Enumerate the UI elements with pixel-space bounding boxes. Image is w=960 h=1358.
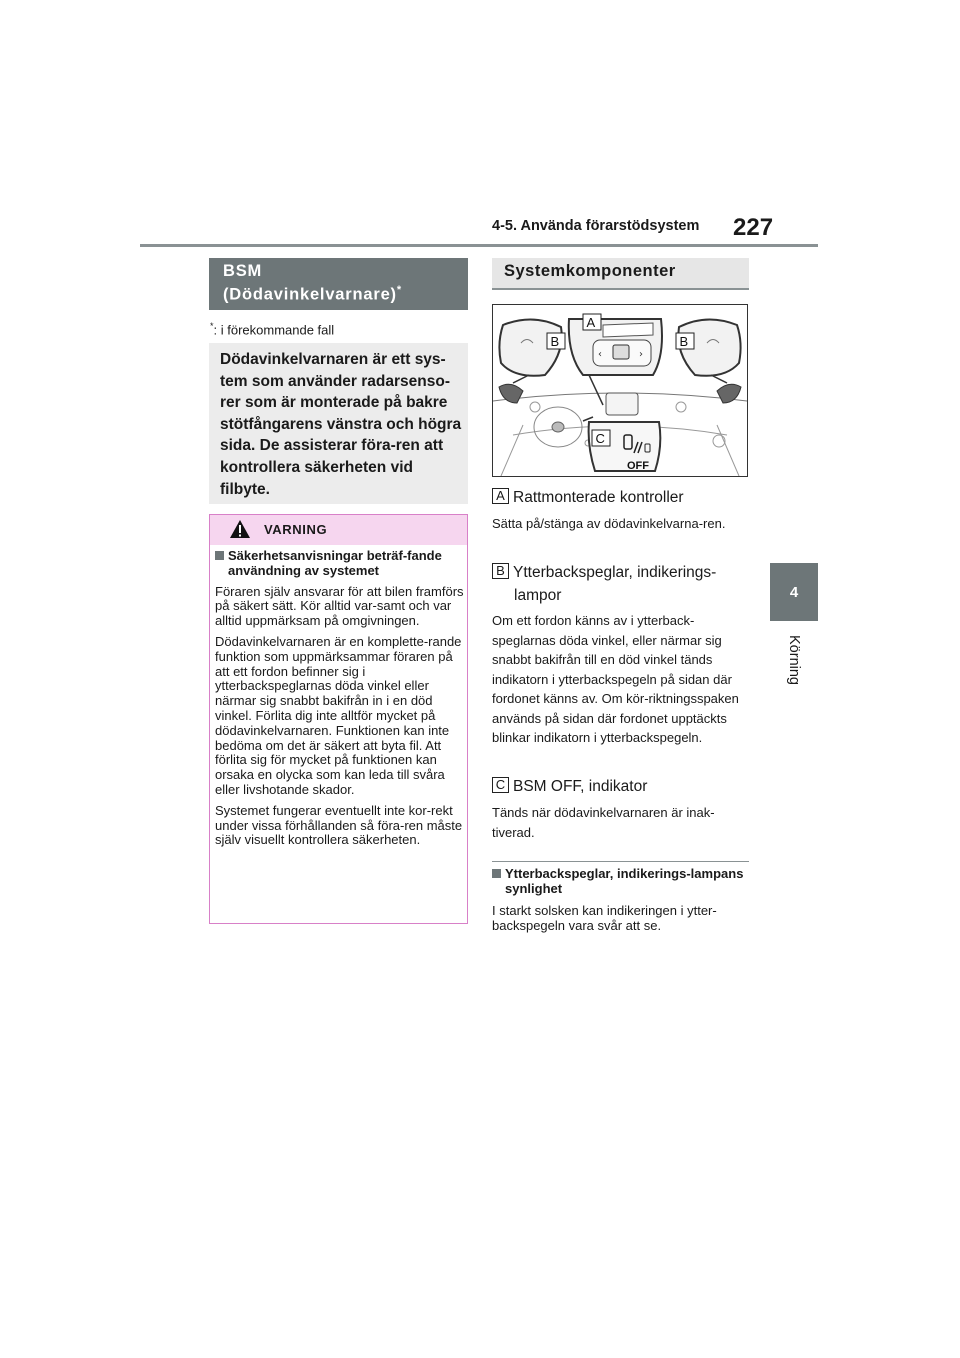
svg-text:›: › bbox=[639, 349, 643, 360]
note-text: I starkt solsken kan indikeringen i ytter-backspegeln vara svår att se. bbox=[492, 903, 717, 933]
components-heading-text: Systemkomponenter bbox=[504, 262, 676, 280]
figure-label-b-left: B bbox=[550, 334, 560, 349]
figure-label-b-right: B bbox=[679, 334, 689, 349]
warning-label: VARNING bbox=[264, 522, 328, 537]
figure-label-c: C bbox=[595, 431, 605, 446]
bsm-heading-line2-text: (Dödavinkelvarnare) bbox=[223, 285, 397, 304]
warning-paragraph: Dödavinkelvarnaren är en komplette-rande funktion som uppmärksammar föraren på att ett fordon befinner sig i ytterbackspeglarnas döda vinkel eller närmar sig snabbt bakifrån in i en död vinkel. Förlita dig inte alltför mycket på dödavinkelvarnaren. Funktionen kan inte bedöma om det är säkert att byta fil. Att förlita sig för mycket på funktionen kan orsaka en olycka som kan leda till svåra eller livshotande skador. bbox=[215, 633, 462, 797]
note-heading bbox=[492, 867, 748, 896]
component-a-desc: Sätta på/stänga av dödavinkelvarna-ren. bbox=[492, 516, 726, 531]
bsm-heading bbox=[209, 258, 468, 310]
note-heading-text: Ytterbackspeglar, indikerings-lampans synlighet bbox=[505, 866, 744, 896]
chapter-label-text: Körning bbox=[786, 635, 802, 685]
components-heading bbox=[492, 258, 749, 288]
warning-box bbox=[209, 514, 468, 924]
label-b-box: B bbox=[492, 563, 509, 579]
component-b-title-cont: lampor bbox=[514, 587, 562, 604]
chapter-tab: 4 bbox=[770, 563, 818, 621]
figure-off-label: OFF bbox=[627, 460, 649, 472]
component-a-title-text: Rattmonterade kontroller bbox=[513, 489, 684, 506]
square-bullet-icon bbox=[215, 551, 224, 560]
label-c-box: C bbox=[492, 777, 509, 793]
section-title: 4-5. Använda förarstödsystem bbox=[492, 218, 700, 234]
warning-header bbox=[210, 515, 467, 545]
warning-paragraph: Systemet fungerar eventuellt inte kor-rekt under vissa förhållanden så föra-ren måste själv visuellt kontrollera säkerheten. bbox=[215, 802, 463, 848]
svg-text:‹: ‹ bbox=[598, 349, 602, 360]
warning-heading-text: Säkerhetsanvisningar beträf-fande användning av systemet bbox=[228, 548, 442, 578]
bsm-heading-line1: BSM bbox=[223, 262, 263, 280]
dashboard-illustration bbox=[492, 304, 748, 477]
page-number: 227 bbox=[733, 214, 774, 241]
footnote-text: : i förekommande fall bbox=[213, 322, 335, 338]
dashboard-drawing bbox=[493, 305, 747, 476]
component-c-title-text: BSM OFF, indikator bbox=[513, 778, 648, 795]
intro-box bbox=[209, 343, 468, 504]
warning-paragraph: Föraren själv ansvarar för att bilen framförs på säkert sätt. Kör alltid var-samt och var alltid uppmärksam på omgivningen. bbox=[215, 583, 464, 629]
warning-triangle-icon bbox=[229, 519, 251, 539]
bsm-heading-line2 bbox=[223, 284, 402, 305]
note-divider bbox=[492, 861, 749, 862]
component-c-desc: Tänds när dödavinkelvarnaren är inak-tiverad. bbox=[492, 805, 715, 840]
component-b-title-text: Ytterbackspeglar, indikerings- bbox=[513, 564, 717, 581]
component-b-desc: Om ett fordon känns av i ytterback-speglarnas döda vinkel, eller närmar sig snabbt bakifrån till en död vinkel tänds indikatorn i ytterbackspegeln på sidan där fordonet känns av. Om kör-riktningsspaken används på sidan där fordonet upptäckts blinkar indikatorn i ytterbackspegeln. bbox=[492, 613, 739, 745]
chapter-label bbox=[772, 630, 816, 690]
figure-label-a: A bbox=[586, 315, 596, 330]
header-divider bbox=[140, 244, 818, 247]
warning-body bbox=[215, 549, 465, 854]
components-divider bbox=[492, 288, 749, 290]
component-a-title bbox=[492, 488, 684, 507]
label-a-box: A bbox=[492, 488, 509, 504]
footnote-mark: * bbox=[210, 321, 214, 331]
square-bullet-icon bbox=[492, 869, 501, 878]
component-b-title bbox=[492, 563, 716, 582]
warning-heading bbox=[215, 549, 465, 579]
intro-text: Dödavinkelvarnaren är ett sys-tem som använder radarsenso-rer som är monterade på bakre stötfångarens vänstra och högra sida. De assisterar föra-ren att kontrollera säkerheten vid filbyte. bbox=[220, 351, 462, 498]
footnote bbox=[210, 321, 334, 337]
bsm-heading-mark: * bbox=[396, 284, 402, 296]
component-c-title bbox=[492, 777, 647, 796]
